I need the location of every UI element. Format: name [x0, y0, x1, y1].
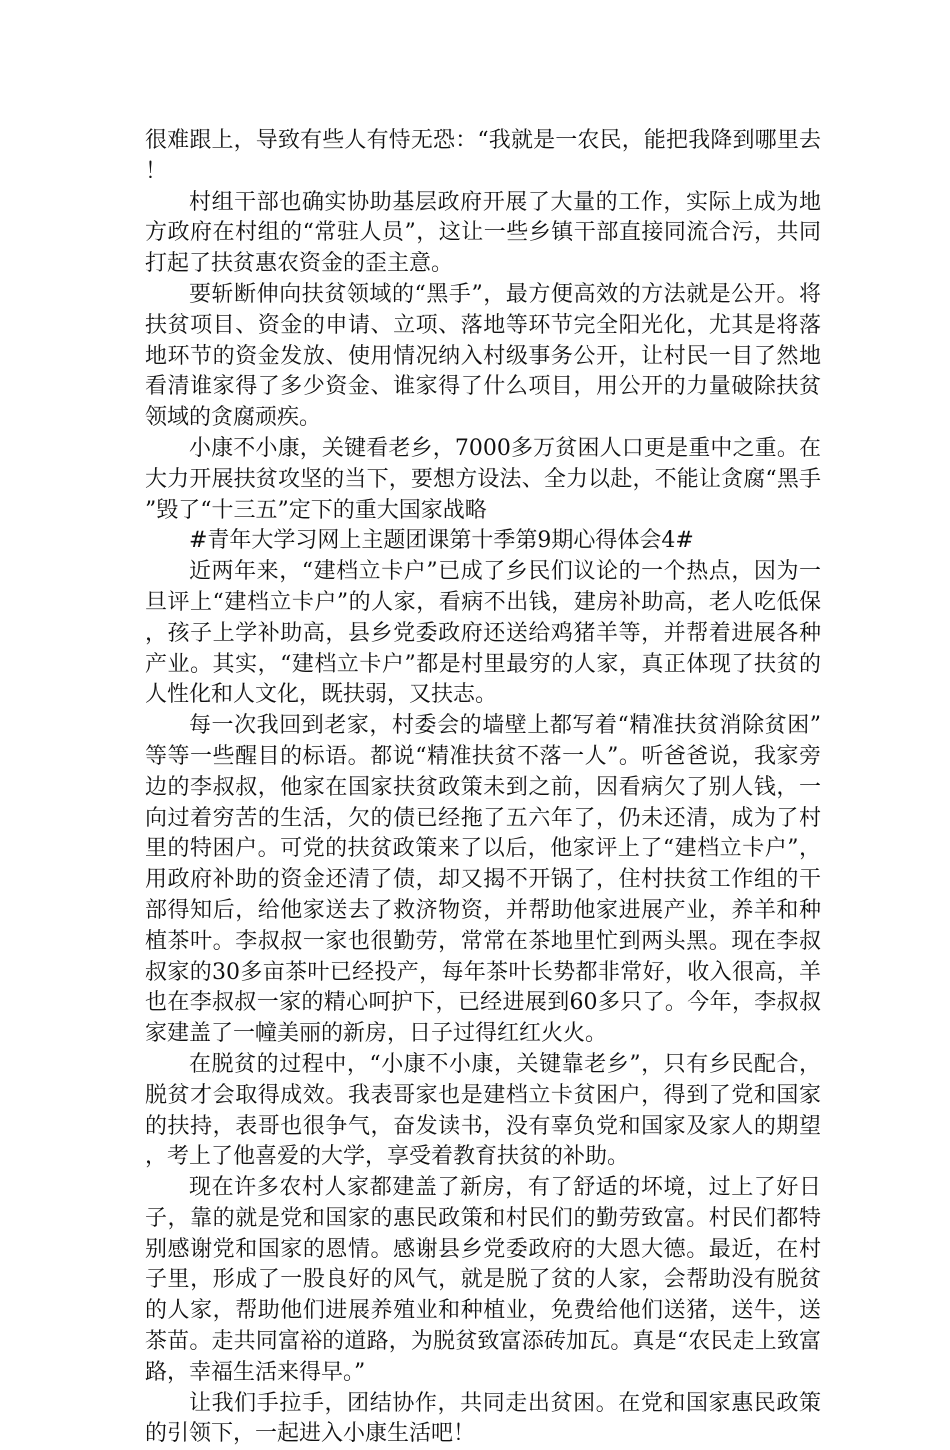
paragraph-6: 近两年来，“建档立卡户”已成了乡民们议论的一个热点，因为一旦评上“建档立卡户”的人家，看病不出钱，建房补助高，老人吃低保，孩子上学补助高，县乡党委政府还送给鸡猪羊等，并帮着进展各种产业。其实，“建档立卡户”都是村里最穷的人家，真正体现了扶贫的人性化和人文化，既扶弱，又扶志。 [145, 559, 821, 708]
document-body [145, 126, 821, 1450]
paragraph-3: 要斩断伸向扶贫领域的“黑手”，最方便高效的方法就是公开。将扶贫项目、资金的申请、立项、落地等环节完全阳光化，尤其是将落地环节的资金发放、使用情况纳入村级事务公开，让村民一目了然地看清谁家得了多少资金、谁家得了什么项目，用公开的力量破除扶贫领域的贪腐顽疾。 [145, 281, 821, 431]
paragraph-10: 让我们手拉手，团结协作，共同走出贫困。在党和国家惠民政策的引领下，一起进入小康生活吧！ [145, 1390, 821, 1447]
paragraph-8: 在脱贫的过程中，“小康不小康，关键靠老乡”，只有乡民配合，脱贫才会取得成效。我表哥家也是建档立卡贫困户，得到了党和国家的扶持，表哥也很争气，奋发读书，没有辜负党和国家及家人的期望，考上了他喜爱的大学，享受着教育扶贫的补助。 [145, 1051, 821, 1170]
paragraph-1: 很难跟上，导致有些人有恃无恐：“我就是一农民，能把我降到哪里去！ [145, 128, 821, 184]
paragraph-2: 村组干部也确实协助基层政府开展了大量的工作，实际上成为地方政府在村组的“常驻人员”，这让一些乡镇干部直接同流合污，共同打起了扶贫惠农资金的歪主意。 [145, 189, 821, 277]
paragraph-4: 小康不小康，关键看老乡，7000多万贫困人口更是重中之重。在大力开展扶贫攻坚的当下，要想方设法、全力以赴，不能让贪腐“黑手”毁了“十三五”定下的重大国家战略 [145, 435, 821, 523]
paragraph-9: 现在许多农村人家都建盖了新房，有了舒适的坏境，过上了好日子，靠的就是党和国家的惠民政策和村民们的勤劳致富。村民们都特别感谢党和国家的恩情。感谢县乡党委政府的大恩大德。最近，在村子里，形成了一股良好的风气，就是脱了贫的人家，会帮助没有脱贫的人家，帮助他们进展养殖业和种植业，免费给他们送猪，送牛，送茶苗。走共同富裕的道路，为脱贫致富添砖加瓦。真是“农民走上致富路，幸福生活来得早。” [145, 1175, 821, 1385]
section-heading: #青年大学习网上主题团课第十季第9期心得体会4# [189, 528, 694, 554]
paragraph-7: 每一次我回到老家，村委会的墙壁上都写着“精准扶贫消除贫困”等等一些醒目的标语。都说“精准扶贫不落一人”。听爸爸说，我家旁边的李叔叔，他家在国家扶贫政策未到之前，因看病欠了别人钱，一向过着穷苦的生活，欠的债已经拖了五六年了，仍未还清，成为了村里的特困户。可党的扶贫政策来了以后，他家评上了“建档立卡户”，用政府补助的资金还清了债，却又揭不开锅了，住村扶贫工作组的干部得知后，给他家送去了救济物资，并帮助他家进展产业，养羊和种植茶叶。李叔叔一家也很勤劳，常常在茶地里忙到两头黑。现在李叔叔家的30多亩茶叶已经投产，每年茶叶长势都非常好，收入很高，羊也在李叔叔一家的精心呵护下，已经进展到60多只了。今年，李叔叔家建盖了一幢美丽的新房，日子过得红红火火。 [145, 713, 821, 1047]
